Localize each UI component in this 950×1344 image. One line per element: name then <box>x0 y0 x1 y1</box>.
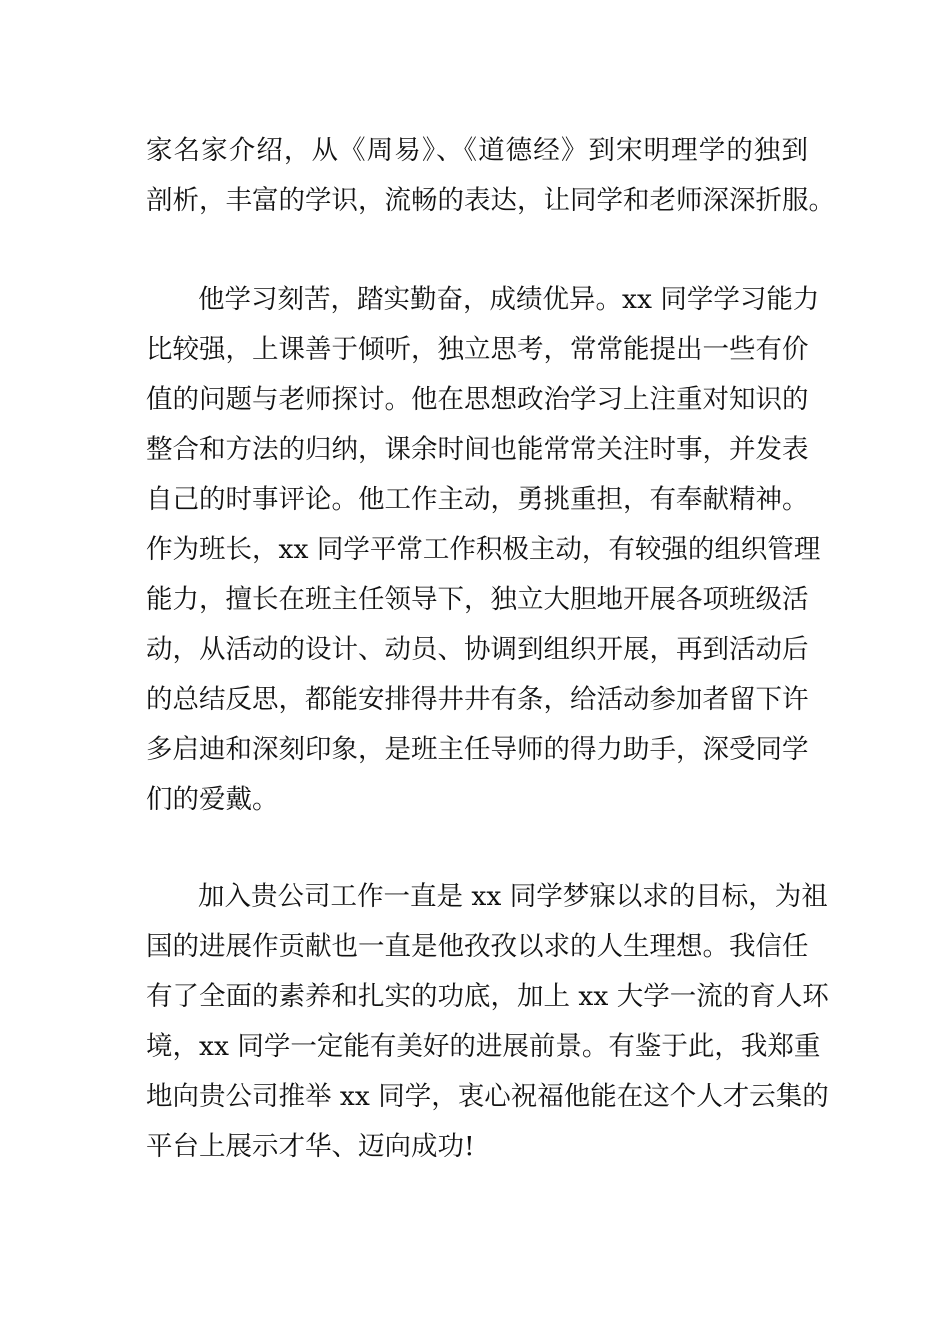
paragraph-2-line-4: 整合和方法的归纳，课余时间也能常常关注时事，并发表 <box>146 434 809 465</box>
paragraph-2-line-5: 自己的时事评论。他工作主动，勇挑重担，有奉献精神。 <box>146 484 809 515</box>
paragraph-3-line-4: 境，xx 同学一定能有美好的进展前景。有鉴于此，我郑重 <box>146 1031 821 1062</box>
paragraph-2-line-11: 们的爱戴。 <box>146 784 279 815</box>
paragraph-3-line-1: 加入贵公司工作一直是 xx 同学梦寐以求的目标，为祖 <box>198 881 828 912</box>
paragraph-3-line-5: 地向贵公司推举 xx 同学，衷心祝福他能在这个人才云集的 <box>146 1081 829 1112</box>
paragraph-1-line-1: 家名家介绍，从《周易》、《道德经》到宋明理学的独到 <box>146 135 808 166</box>
paragraph-2-line-1: 他学习刻苦，踏实勤奋，成绩优异。xx 同学学习能力 <box>198 284 820 315</box>
paragraph-2-line-10: 多启迪和深刻印象，是班主任导师的得力助手，深受同学 <box>146 734 809 765</box>
paragraph-2-line-7: 能力，擅长在班主任领导下，独立大胆地开展各项班级活 <box>146 584 809 615</box>
paragraph-2-line-8: 动，从活动的设计、动员、协调到组织开展，再到活动后 <box>146 634 809 665</box>
paragraph-3-line-2: 国的进展作贡献也一直是他孜孜以求的人生理想。我信任 <box>146 931 809 962</box>
paragraph-2-line-9: 的总结反思，都能安排得井井有条，给活动参加者留下许 <box>146 684 809 715</box>
paragraph-2-line-2: 比较强，上课善于倾听，独立思考，常常能提出一些有价 <box>146 334 809 365</box>
paragraph-2-line-3: 值的问题与老师探讨。他在思想政治学习上注重对知识的 <box>146 384 809 415</box>
paragraph-3-line-6: 平台上展示才华、迈向成功! <box>146 1131 475 1162</box>
paragraph-1-line-2: 剖析，丰富的学识，流畅的表达，让同学和老师深深折服。 <box>146 185 835 216</box>
paragraph-3-line-3: 有了全面的素养和扎实的功底，加上 xx 大学一流的育人环 <box>146 981 829 1012</box>
paragraph-2-line-6: 作为班长，xx 同学平常工作积极主动，有较强的组织管理 <box>146 534 821 565</box>
